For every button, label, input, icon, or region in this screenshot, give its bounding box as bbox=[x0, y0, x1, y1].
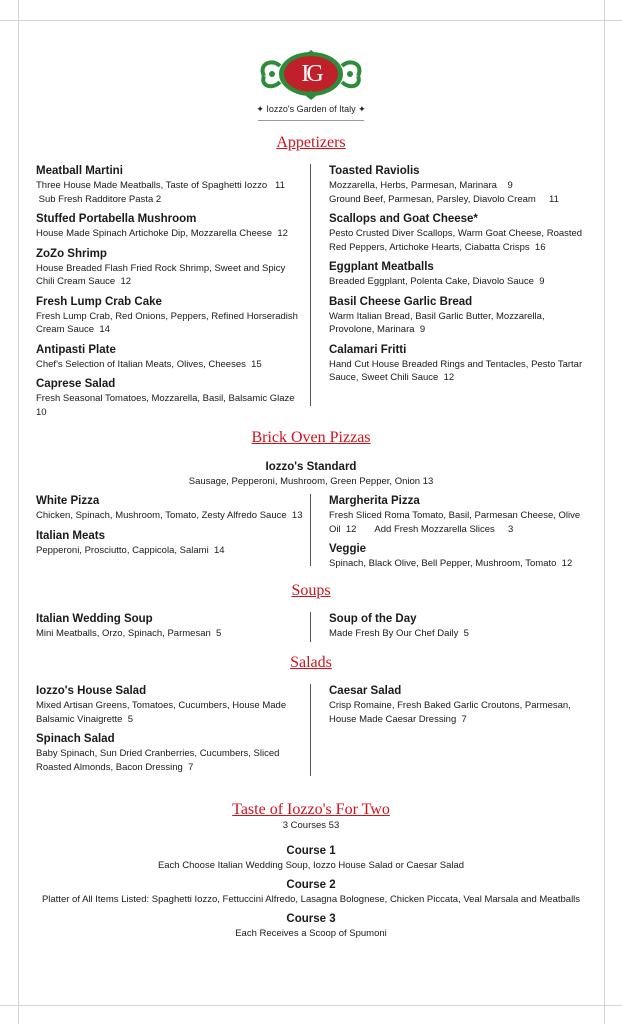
menu-item-description: Breaded Eggplant, Polenta Cake, Diavolo Sauce 9 bbox=[329, 276, 545, 287]
page-guide-top bbox=[0, 20, 622, 21]
menu-item-name: Veggie bbox=[329, 543, 367, 555]
menu-item-name: Toasted Raviolis bbox=[329, 165, 420, 177]
for-two-course-1 bbox=[20, 844, 602, 873]
menu-item-name: Meatball Martini bbox=[36, 165, 123, 177]
restaurant-name: ✦ Iozzo's Garden of Italy ✦ bbox=[256, 104, 366, 114]
for-two-course-3 bbox=[20, 912, 602, 941]
menu-item-description: 10 bbox=[36, 406, 47, 418]
menu-item-name: Caesar Salad bbox=[329, 685, 402, 697]
course-name: Course 2 bbox=[286, 879, 336, 891]
menu-item bbox=[36, 732, 304, 774]
menu-item-description: Fresh Lump Crab, Red Onions, Peppers, Refined Horseradish bbox=[36, 310, 298, 322]
menu-item bbox=[329, 612, 591, 641]
menu-item-description: Three House Made Meatballs, Taste of Spaghetti Iozzo 11 bbox=[36, 180, 285, 191]
for-two-title: Taste of Iozzo's For Two bbox=[232, 801, 390, 818]
for-two-course-2 bbox=[20, 878, 602, 907]
appetizers-title: Appetizers bbox=[276, 134, 346, 151]
menu-item-description: House Made Caesar Dressing 7 bbox=[329, 713, 467, 725]
salads-divider bbox=[310, 684, 311, 776]
soups-right-column bbox=[329, 612, 591, 647]
menu-item-name: ZoZo Shrimp bbox=[36, 247, 107, 260]
menu-item bbox=[329, 295, 591, 337]
menu-item-description: Oil 12 Add Fresh Mozzarella Slices 3 bbox=[329, 523, 514, 535]
menu-item bbox=[36, 343, 304, 372]
menu-item-description: Ground Beef, Parmesan, Parsley, Diavolo Cream 11 bbox=[329, 193, 559, 205]
logo-divider bbox=[258, 120, 364, 121]
soups-divider bbox=[310, 612, 311, 642]
menu-item-name: White Pizza bbox=[36, 495, 100, 507]
menu-item-description: Fresh Sliced Roma Tomato, Basil, Parmesan Cheese, Olive bbox=[329, 510, 581, 521]
menu-item-description: Sauce, Sweet Chili Sauce 12 bbox=[329, 372, 455, 383]
menu-item-name: Calamari Fritti bbox=[329, 343, 407, 356]
pizzas-right-column bbox=[329, 494, 591, 577]
menu-item-name: Fresh Lump Crab Cake bbox=[36, 295, 162, 308]
menu-item-description: Warm Italian Bread, Basil Garlic Butter, Mozzarella, bbox=[329, 310, 545, 322]
menu-item bbox=[36, 529, 304, 558]
salads-title: Salads bbox=[290, 654, 332, 671]
menu-item bbox=[36, 684, 304, 726]
restaurant-name-text: Iozzo's Garden of Italy bbox=[266, 104, 356, 114]
for-two-tagline: 3 Courses 53 bbox=[282, 820, 340, 831]
menu-item-description: Sub Fresh Radditore Pasta 2 bbox=[36, 193, 162, 205]
menu-item-description: House Made Spinach Artichoke Dip, Mozzarella Cheese 12 bbox=[36, 228, 288, 239]
soups-title: Soups bbox=[291, 582, 331, 599]
logo-monogram: IG bbox=[301, 61, 321, 87]
appetizers-divider bbox=[310, 164, 311, 406]
menu-item-description: Mixed Artisan Greens, Tomatoes, Cucumbers, House Made bbox=[36, 700, 287, 711]
pizzas-left-column bbox=[36, 494, 304, 563]
featured-pizza bbox=[20, 460, 602, 489]
menu-item-description: Hand Cut House Breaded Rings and Tentacles, Pesto Tartar bbox=[329, 358, 583, 370]
menu-item bbox=[329, 212, 591, 254]
appetizers-right-column bbox=[329, 164, 591, 391]
pizzas-divider bbox=[310, 494, 311, 566]
menu-item-name: Antipasti Plate bbox=[36, 343, 116, 356]
menu-item-description: Chef's Selection of Italian Meats, Olives, Cheeses 15 bbox=[36, 358, 262, 370]
menu-item-name: Stuffed Portabella Mushroom bbox=[36, 213, 197, 225]
menu-item-description: Made Fresh By Our Chef Daily 5 bbox=[329, 628, 469, 639]
pizzas-title: Brick Oven Pizzas bbox=[251, 429, 371, 446]
menu-item-name: Caprese Salad bbox=[36, 378, 116, 390]
menu-item-name: Spinach Salad bbox=[36, 733, 115, 745]
menu-item bbox=[329, 542, 591, 571]
menu-item-description: Mozzarella, Herbs, Parmesan, Marinara 9 bbox=[329, 180, 513, 191]
menu-item-description: Cream Sauce 14 bbox=[36, 324, 110, 335]
menu-item bbox=[329, 164, 591, 206]
menu-item-name: Scallops and Goat Cheese* bbox=[329, 213, 478, 225]
menu-item bbox=[36, 612, 304, 641]
menu-item-description: Pesto Crusted Diver Scallops, Warm Goat Cheese, Roasted bbox=[329, 228, 583, 239]
menu-item-name: Italian Meats bbox=[36, 529, 106, 542]
page-guide-right bbox=[604, 0, 605, 1024]
course-desc: Platter of All Items Listed: Spaghetti Iozzo, Fettuccini Alfredo, Lasagna Bolognese, Chicken Piccata, Veal Marsala and Meatballs bbox=[41, 894, 581, 905]
course-desc: Each Receives a Scoop of Spumoni bbox=[235, 928, 387, 939]
salads-left-column bbox=[36, 684, 304, 780]
menu-item-description: Chili Cream Sauce 12 bbox=[36, 276, 132, 287]
page-guide-bottom bbox=[0, 1005, 622, 1006]
menu-item-description: Red Peppers, Artichoke Hearts, Ciabatta Crisps 16 bbox=[329, 241, 546, 253]
course-desc: Each Choose Italian Wedding Soup, Iozzo House Salad or Caesar Salad bbox=[157, 860, 465, 871]
salads-right-column bbox=[329, 684, 591, 732]
menu-item bbox=[329, 684, 591, 726]
appetizers-left-column bbox=[36, 164, 304, 425]
menu-item bbox=[36, 494, 304, 523]
menu-item bbox=[36, 377, 304, 419]
menu-item-name: Italian Wedding Soup bbox=[36, 613, 153, 625]
menu-item-name: Basil Cheese Garlic Bread bbox=[329, 295, 473, 308]
soups-left-column bbox=[36, 612, 304, 647]
menu-item-name: Eggplant Meatballs bbox=[329, 261, 434, 273]
menu-item bbox=[36, 164, 304, 206]
menu-item bbox=[329, 494, 591, 536]
featured-pizza-desc: Sausage, Pepperoni, Mushroom, Green Pepper, Onion 13 bbox=[188, 476, 434, 487]
menu-item-name: Soup of the Day bbox=[329, 613, 417, 625]
menu-item bbox=[36, 212, 304, 241]
course-name: Course 3 bbox=[286, 913, 336, 925]
menu-item-description: Pepperoni, Prosciutto, Cappicola, Salami 14 bbox=[36, 544, 225, 556]
menu-item-description: Chicken, Spinach, Mushroom, Tomato, Zesty Alfredo Sauce 13 bbox=[36, 510, 303, 521]
menu-item bbox=[329, 343, 591, 385]
course-name: Course 1 bbox=[286, 845, 336, 857]
menu-item-description: Provolone, Marinara 9 bbox=[329, 324, 426, 335]
menu-item-description: Mini Meatballs, Orzo, Spinach, Parmesan 5 bbox=[36, 628, 222, 639]
menu-item-name: Iozzo's House Salad bbox=[36, 685, 147, 697]
menu-item-description: Roasted Almonds, Bacon Dressing 7 bbox=[36, 761, 194, 773]
menu-item bbox=[36, 295, 304, 337]
featured-pizza-name: Iozzo's Standard bbox=[265, 461, 357, 473]
restaurant-logo bbox=[250, 46, 372, 126]
menu-item-description: House Breaded Flash Fried Rock Shrimp, Sweet and Spicy bbox=[36, 262, 286, 274]
menu-item-name: Margherita Pizza bbox=[329, 495, 420, 507]
menu-item bbox=[36, 247, 304, 289]
menu-item bbox=[329, 260, 591, 289]
menu-item-description: Balsamic Vinaigrette 5 bbox=[36, 713, 133, 725]
menu-item-description: Baby Spinach, Sun Dried Cranberries, Cucumbers, Sliced bbox=[36, 748, 280, 759]
menu-item-description: Crisp Romaine, Fresh Baked Garlic Croutons, Parmesan, bbox=[329, 700, 571, 711]
menu-item-description: Spinach, Black Olive, Bell Pepper, Mushroom, Tomato 12 bbox=[329, 558, 573, 569]
page-guide-left bbox=[18, 0, 19, 1024]
menu-item-description: Fresh Seasonal Tomatoes, Mozzarella, Basil, Balsamic Glaze bbox=[36, 393, 295, 404]
